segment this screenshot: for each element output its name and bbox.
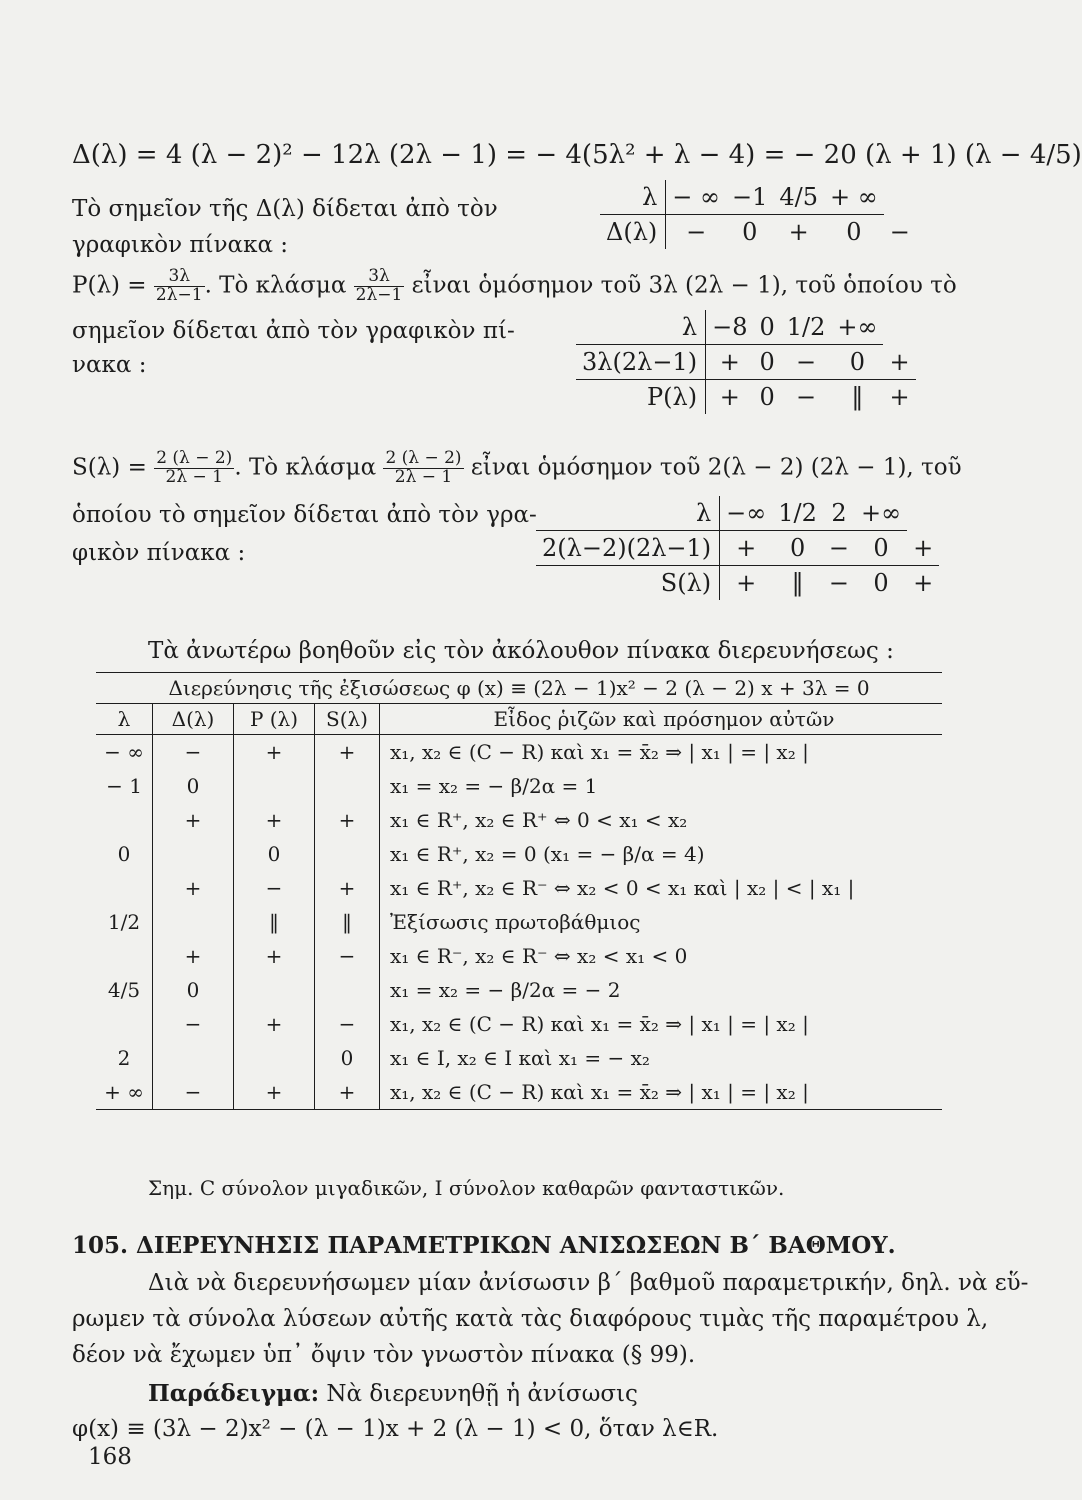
cell-p: 0 [234,837,315,871]
table-row [96,1041,942,1075]
s-num: 2 (λ − 2) [156,448,233,468]
table-row [96,803,942,837]
sign-s-a3: − [823,531,855,566]
sign-s-a4: 0 [855,531,907,566]
table-row [96,769,942,803]
cell-kind: x₁ ∈ R⁺, x₂ = 0 (x₁ = − β/α = 4) [390,842,705,866]
col-s: S(λ) [315,704,380,735]
example-line [148,1380,638,1407]
cell-kind: x₁ ∈ R⁺, x₂ ∈ R⁺ ⇔ 0 < x₁ < x₂ [390,808,688,832]
s-fraction [154,450,234,487]
sign-s-a0: 2(λ−2)(2λ−1) [536,531,720,566]
cell-s [315,973,380,1007]
example-text: Νὰ διερευνηθῇ ἡ ἀνίσωσις [326,1381,638,1407]
cell-p [234,769,315,803]
cell-lambda [96,871,153,905]
example-label: Παράδειγμα: [148,1380,320,1407]
p-mid: . Τὸ κλάσμα [204,272,347,299]
cell-lambda: 4/5 [96,973,153,1007]
sign-delta-r0: Δ(λ) [600,215,666,250]
sign-table-s [536,496,939,600]
cell-s: 0 [315,1041,380,1075]
sign-s-b1: + [736,569,757,597]
cell-s: + [315,871,380,905]
section-para-line2: ρωμεν τὰ σύνολα λύσεων αὐτῆς κατὰ τὰς διαφόρους τιμὰς τῆς παραμέτρου λ, [72,1306,989,1332]
sign-p-b2: 0 [759,383,775,411]
cell-kind: x₁ ∈ R⁻, x₂ ∈ R⁻ ⇔ x₂ < x₁ < 0 [390,944,688,968]
cell-delta: − [153,1075,234,1110]
sign-p-a0: 3λ(2λ−1) [576,345,706,380]
sign-s-b5: + [913,569,934,597]
col-p: P (λ) [234,704,315,735]
sign-table-delta [600,180,916,249]
cell-lambda: 1/2 [96,905,153,939]
p-fraction [154,268,205,305]
cell-s: + [315,803,380,837]
example-formula: φ(x) ≡ (3λ − 2)x² − (λ − 1)x + 2 (λ − 1) < 0, ὅταν λ∈R. [72,1416,719,1442]
cell-p: + [234,803,315,837]
cell-delta: − [153,1007,234,1041]
sign-p-h2: 0 [753,310,780,345]
col-kind: Εἶδος ῥιζῶν καὶ πρόσημον αὐτῶν [380,704,943,735]
cell-delta [153,905,234,939]
cell-p: ‖ [234,905,315,939]
delta-formula: Δ(λ) = 4 (λ − 2)² − 12λ (2λ − 1) = − 4(5λ² + λ − 4) = − 20 (λ + 1) (λ − 4/5) [72,140,1082,170]
cell-lambda [96,803,153,837]
sign-p-b5: + [889,383,910,411]
cell-lambda: 0 [96,837,153,871]
cell-lambda: + ∞ [96,1075,153,1110]
sign-p-b3: − [796,383,817,411]
table-row [96,905,942,939]
cell-s [315,837,380,871]
sign-table-p [576,310,916,414]
s-line2: ὁποίου τὸ σημεῖον δίδεται ἀπὸ τὸν γρα- [72,502,537,528]
sign-p-a1: + [706,345,754,380]
sign-p-a2: 0 [753,345,780,380]
sign-delta-r1: − [686,218,707,246]
cell-s: + [315,735,380,770]
delta-text-line2: γραφικὸν πίνακα : [72,232,289,258]
sign-p-h0: λ [576,310,706,345]
table-row [96,1007,942,1041]
p-den: 2λ−1 [155,284,203,305]
table-row [96,1075,942,1110]
sign-p-h4: +∞ [831,310,883,345]
table-row [96,837,942,871]
s-line3: φικὸν πίνακα : [72,540,246,566]
sign-s-b3: − [828,569,850,597]
sign-delta-r2: 0 [742,218,758,246]
sign-s-h0: λ [536,496,720,531]
p-num: 3λ [154,268,205,287]
cell-kind: x₁ ∈ R⁺, x₂ ∈ R⁻ ⇔ x₂ < 0 < x₁ καὶ | x₂ | < | x₁ | [390,876,855,900]
cell-kind: x₁, x₂ ∈ (C − R) καὶ x₁ = x̄₂ ⇒ | x₁ | = | x₂ | [380,1075,943,1110]
p-lhs: P(λ) = [72,272,147,299]
sign-s-h3: 2 [823,496,855,531]
cell-kind: x₁ ∈ I, x₂ ∈ I καὶ x₁ = − x₂ [390,1046,650,1070]
table-note: Σημ. C σύνολον μιγαδικῶν, I σύνολον καθαρῶν φανταστικῶν. [148,1176,785,1200]
sign-p-h3: 1/2 [781,310,832,345]
page-number: 168 [88,1444,132,1470]
cell-p: + [234,939,315,973]
cell-kind: x₁, x₂ ∈ (C − R) καὶ x₁ = x̄₂ ⇒ | x₁ | = | x₂ | [390,1012,809,1036]
s-lhs: S(λ) = [72,454,147,481]
cell-kind: x₁ = x₂ = − β/2α = 1 [390,774,598,798]
p-fraction-2 [354,268,405,305]
cell-p: + [234,735,315,770]
sign-s-h4: +∞ [855,496,907,531]
sign-delta-r4: 0 [846,218,862,246]
p-definition [72,268,957,305]
section-heading: 105. ΔΙΕΡΕΥΝΗΣΙΣ ΠΑΡΑΜΕΤΡΙΚΩΝ ΑΝΙΣΩΣΕΩΝ Β΄ ΒΑΘΜΟΥ. [72,1232,896,1259]
cell-lambda: − 1 [96,769,153,803]
sign-p-h1: −8 [706,310,754,345]
sign-p-a5: + [883,345,915,380]
s-mid: . Τὸ κλάσμα [234,454,377,481]
table-row [96,973,942,1007]
col-lambda: λ [96,704,153,735]
cell-delta: − [153,735,234,770]
cell-delta: + [153,871,234,905]
table-row [96,871,942,905]
cell-p: + [234,1075,315,1110]
sign-delta-h2: −1 [726,180,773,215]
s-fraction-2 [383,450,463,487]
sign-s-h2: 1/2 [772,496,823,531]
cell-lambda: 2 [96,1041,153,1075]
p-num-2: 3λ [354,268,405,287]
s-den-2: 2λ − 1 [394,466,453,487]
cell-kind: Ἐξίσωσις πρωτοβάθμιος [390,910,641,934]
cell-delta: + [153,803,234,837]
sign-delta-r3: + [788,218,809,246]
sign-p-b1: + [719,383,740,411]
sign-p-b4: ‖ [851,383,864,411]
cell-delta: + [153,939,234,973]
sign-s-a5: + [907,531,939,566]
sign-delta-h0: λ [600,180,666,215]
cell-lambda [96,1007,153,1041]
cell-kind: x₁ = x₂ = − β/2α = − 2 [390,978,621,1002]
sign-delta-h3: 4/5 [773,180,824,215]
p-line3: νακα : [72,352,147,378]
table-intro: Τὰ ἀνωτέρω βοηθοῦν εἰς τὸν ἀκόλουθον πίνακα διερευνήσεως : [148,638,894,664]
discussion-table [96,672,942,1110]
cell-s: ‖ [315,905,380,939]
cell-s [315,769,380,803]
sign-p-b0: P(λ) [576,380,706,415]
cell-p: + [234,1007,315,1041]
discussion-table-wrap [96,672,942,1172]
cell-s: + [315,1075,380,1110]
s-num-2: 2 (λ − 2) [385,448,462,468]
sign-delta-h1: − ∞ [666,180,726,215]
section-para-line1: Διὰ νὰ διερευνήσωμεν μίαν ἀνίσωσιν β΄ βαθμοῦ παραμετρικήν, δηλ. νὰ εὕ- [148,1270,1029,1296]
p-den-2: 2λ−1 [355,284,403,305]
sign-s-b0: S(λ) [536,566,720,601]
cell-delta: 0 [153,769,234,803]
s-rest: εἶναι ὁμόσημον τοῦ 2(λ − 2) (2λ − 1), τοῦ [470,454,962,481]
cell-delta [153,837,234,871]
sign-delta-r5: − [889,217,910,246]
s-den: 2λ − 1 [165,466,223,487]
table-row [96,735,942,770]
cell-s: − [315,1007,380,1041]
section-para-line3: δέον νὰ ἔχωμεν ὑπ᾽ ὄψιν τὸν γνωστὸν πίνακα (§ 99). [72,1342,696,1368]
sign-s-a1: + [720,531,773,566]
cell-p [234,1041,315,1075]
s-definition [72,450,962,487]
p-line2: σημεῖον δίδεται ἀπὸ τὸν γραφικὸν πί- [72,318,515,344]
cell-s: − [315,939,380,973]
cell-p: − [234,871,315,905]
sign-p-a4: 0 [831,345,883,380]
sign-s-a2: 0 [772,531,823,566]
p-rest: εἶναι ὁμόσημον τοῦ 3λ (2λ − 1), τοῦ ὁποίου τὸ [411,272,957,299]
delta-text-line1: Τὸ σημεῖον τῆς Δ(λ) δίδεται ἀπὸ τὸν [72,196,498,222]
cell-delta: 0 [153,973,234,1007]
discussion-table-caption: Διερεύνησις τῆς ἐξισώσεως φ (x) ≡ (2λ − 1)x² − 2 (λ − 2) x + 3λ = 0 [96,673,942,704]
cell-p [234,973,315,1007]
sign-s-b2: ‖ [791,569,804,597]
sign-delta-h4: + ∞ [824,180,884,215]
cell-lambda [96,939,153,973]
cell-kind: x₁, x₂ ∈ (C − R) καὶ x₁ = x̄₂ ⇒ | x₁ | = | x₂ | [390,740,809,764]
sign-s-b4: 0 [873,569,889,597]
col-delta: Δ(λ) [153,704,234,735]
cell-lambda: − ∞ [96,735,153,770]
sign-s-h1: −∞ [720,496,773,531]
table-row [96,939,942,973]
cell-delta [153,1041,234,1075]
sign-p-a3: − [781,345,832,380]
